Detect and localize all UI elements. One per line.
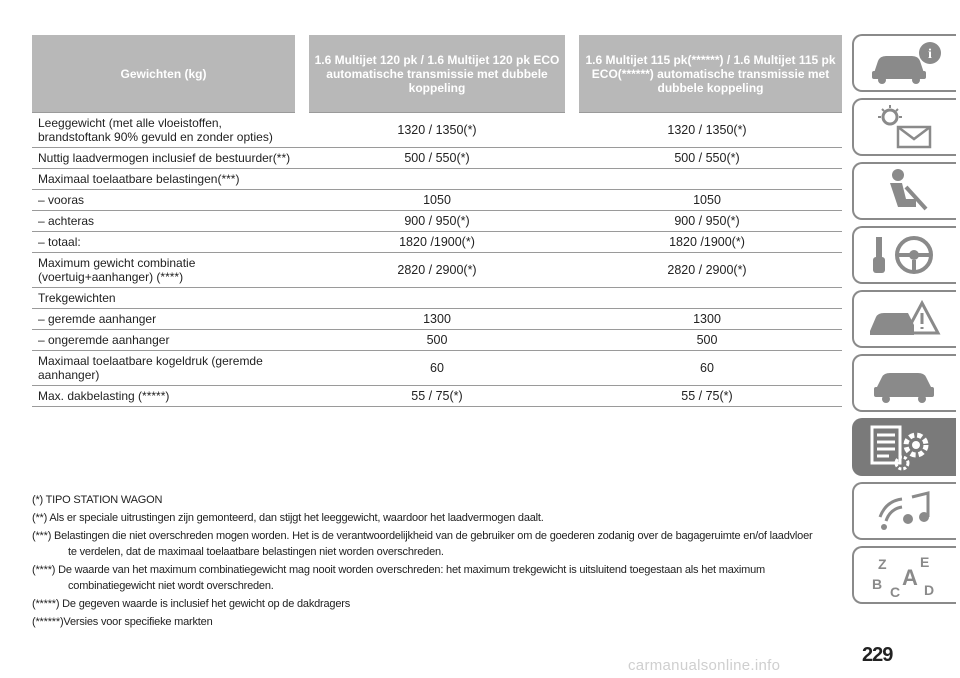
row-label: – vooras: [32, 190, 302, 211]
footnotes: [32, 492, 822, 632]
footnote: (**) Als er speciale uitrustingen zijn gemonteerd, dan stijgt het leeggewicht, waardoor het laadvermogen daalt.: [32, 512, 544, 524]
tab-specifications[interactable]: [852, 418, 956, 476]
svg-text:i: i: [928, 47, 932, 62]
row-value-120: 900 / 950(*): [302, 211, 572, 232]
svg-text:B: B: [872, 576, 883, 592]
table-row: [32, 232, 842, 253]
header-version-120: 1.6 Multijet 120 pk / 1.6 Multijet 120 pk ECO automatische transmissie met dubbele koppeling: [302, 35, 572, 113]
svg-text:D: D: [924, 582, 935, 598]
footnote: (*****) De gegeven waarde is inclusief het gewicht op de dakdragers: [32, 598, 351, 610]
row-label: Maximaal toelaatbare belastingen(***): [32, 169, 302, 190]
row-value-120: 1820 /1900(*): [302, 232, 572, 253]
tab-emergency[interactable]: [852, 290, 956, 348]
tab-multimedia[interactable]: [852, 482, 956, 540]
row-label: – achteras: [32, 211, 302, 232]
car-info-icon: [862, 39, 948, 87]
weights-table: [32, 35, 842, 407]
footnote: (***) Belastingen die niet overschreden mogen worden. Het is de verantwoordelijkheid van de gebruiker om de goederen zodanig over de bagageruimte en/of laadvloer te verdelen, dat de maximaal toelaatbare belastingen niet worden overschreden.: [32, 530, 813, 558]
table-row: [32, 253, 842, 288]
footnote: (******)Versies voor specifieke markten: [32, 616, 213, 628]
tab-car-info[interactable]: [852, 34, 956, 92]
table-row: [32, 330, 842, 351]
emergency-car-icon: [862, 295, 948, 343]
row-label: – geremde aanhanger: [32, 309, 302, 330]
header-version-115: 1.6 Multijet 115 pk(******) / 1.6 Multijet 115 pk ECO(******) automatische transmissie met dubbele koppeling: [572, 35, 842, 113]
svg-text:C: C: [890, 584, 901, 599]
tab-maintenance[interactable]: [852, 354, 956, 412]
table-row: [32, 309, 842, 330]
row-value-120: 60: [302, 351, 572, 386]
footnote: (*) TIPO STATION WAGON: [32, 494, 163, 506]
row-value-115: [572, 169, 842, 190]
row-value-115: 1820 /1900(*): [572, 232, 842, 253]
row-value-115: 500: [572, 330, 842, 351]
key-steering-icon: [862, 231, 948, 279]
tab-key-steering[interactable]: [852, 226, 956, 284]
svg-text:A: A: [902, 565, 918, 590]
header-weights: Gewichten (kg): [32, 35, 302, 113]
row-value-120: 500 / 550(*): [302, 148, 572, 169]
row-value-120: 2820 / 2900(*): [302, 253, 572, 288]
row-value-120: 1300: [302, 309, 572, 330]
row-value-115: 60: [572, 351, 842, 386]
table-row: [32, 288, 842, 309]
table-row: [32, 113, 842, 148]
seat-safety-icon: [862, 167, 948, 215]
svg-text:E: E: [920, 554, 930, 570]
row-value-120: [302, 169, 572, 190]
index-letters-icon: [862, 551, 948, 599]
row-label: Maximaal toelaatbare kogeldruk (geremde aanhanger): [32, 351, 302, 386]
table-row: [32, 211, 842, 232]
row-value-115: 1300: [572, 309, 842, 330]
row-label: – ongeremde aanhanger: [32, 330, 302, 351]
svg-text:Z: Z: [878, 556, 887, 572]
table-row: [32, 169, 842, 190]
row-value-120: [302, 288, 572, 309]
row-value-115: 900 / 950(*): [572, 211, 842, 232]
footnote: (****) De waarde van het maximum combinatiegewicht mag nooit worden overschreden: het maximum trekgewicht is uitsluitend toegestaan als het maximum combinatiegewicht niet wordt overschreden.: [32, 564, 766, 592]
row-value-115: [572, 288, 842, 309]
row-value-115: 1050: [572, 190, 842, 211]
specifications-gear-icon: [862, 423, 948, 471]
row-value-120: 55 / 75(*): [302, 386, 572, 407]
row-label: – totaal:: [32, 232, 302, 253]
tab-seat-safety[interactable]: [852, 162, 956, 220]
table-row: [32, 351, 842, 386]
row-value-115: 500 / 550(*): [572, 148, 842, 169]
row-label: Leeggewicht (met alle vloeistoffen, brandstoftank 90% gevuld en zonder opties): [32, 113, 302, 148]
table-header-row: [32, 35, 842, 113]
tab-warning-lights[interactable]: [852, 98, 956, 156]
tab-index[interactable]: [852, 546, 956, 604]
chapter-tabs: [852, 34, 960, 610]
row-label: Nuttig laadvermogen inclusief de bestuurder(**): [32, 148, 302, 169]
row-value-115: 1320 / 1350(*): [572, 113, 842, 148]
table-row: [32, 190, 842, 211]
row-value-120: 500: [302, 330, 572, 351]
row-label: Trekgewichten: [32, 288, 302, 309]
multimedia-icon: [862, 487, 948, 535]
row-value-120: 1050: [302, 190, 572, 211]
watermark: carmanualsonline.info: [628, 657, 781, 674]
row-value-120: 1320 / 1350(*): [302, 113, 572, 148]
page-number: 229: [862, 644, 893, 666]
row-value-115: 55 / 75(*): [572, 386, 842, 407]
row-label: Max. dakbelasting (*****): [32, 386, 302, 407]
warning-lights-icon: [862, 103, 948, 151]
table-row: [32, 386, 842, 407]
car-maintenance-icon: [862, 359, 948, 407]
row-label: Maximum gewicht combinatie (voertuig+aanhanger) (****): [32, 253, 302, 288]
row-value-115: 2820 / 2900(*): [572, 253, 842, 288]
table-row: [32, 148, 842, 169]
